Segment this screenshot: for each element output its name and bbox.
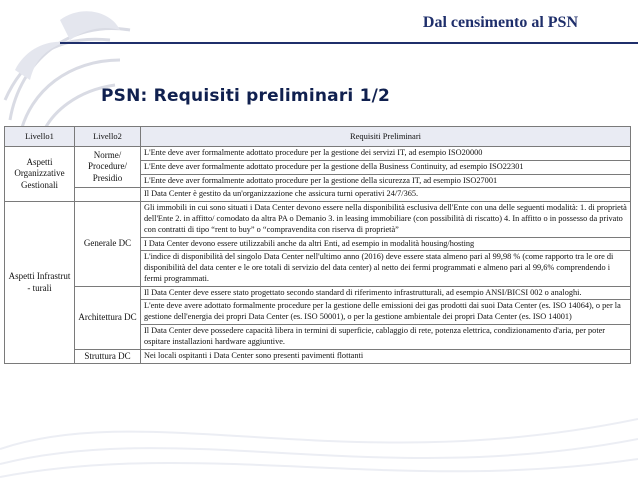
- livello1-organizzative: Aspetti Organizzative Gestionali: [5, 147, 75, 202]
- requirement-cell: Il Data Center è gestito da un'organizzazione che assicura turni operativi 24/7/365.: [141, 188, 631, 202]
- livello2-generale-dc: Generale DC: [75, 202, 141, 286]
- presentation-title: Dal censimento al PSN: [422, 14, 578, 31]
- requirement-cell: L'Ente deve aver formalmente adottato procedure per la gestione della sicurezza IT, ad esempio ISO27001: [141, 174, 631, 188]
- requirement-cell: L'Ente deve aver formalmente adottato procedure per la gestione dei servizi IT, ad esempio ISO20000: [141, 147, 631, 161]
- requirements-table: [4, 126, 631, 364]
- requirement-cell: Il Data Center deve possedere capacità libera in termini di superficie, cablaggio di rete, potenza elettrica, condizionamento d'aria, per poter ospitare installazioni hardware aggiuntive.: [141, 324, 631, 349]
- table-row: [5, 286, 631, 300]
- livello1-infrastrutturali: Aspetti Infrastrut - turali: [5, 202, 75, 364]
- header-livello2: Livello2: [75, 127, 141, 147]
- slide-title: PSN: Requisiti preliminari 1/2: [101, 86, 391, 106]
- livello2-empty: [75, 188, 141, 202]
- table-row: [5, 202, 631, 237]
- requirement-cell: Gli immobili in cui sono situati i Data Center devono essere nella disponibilità esclusiva dell'Ente con una delle seguenti modalità: 1. di proprietà dell'Ente 2. in affitto/ comodato da altra PA o Demanio 3. in leasing immobiliare (con possibilità di riscatto) 4. In affitto o in possesso da privato con contratti di tipo “rent to buy” o “compravendita con riserva di proprietà”: [141, 202, 631, 237]
- table-row: [5, 349, 631, 364]
- header-requisiti: Requisiti Preliminari: [141, 127, 631, 147]
- requirement-cell: Nei locali ospitanti i Data Center sono presenti pavimenti flottanti: [141, 349, 631, 364]
- table-row: [5, 147, 631, 161]
- livello2-architettura-dc: Architettura DC: [75, 286, 141, 349]
- header-rule: [60, 42, 638, 44]
- requirement-cell: I Data Center devono essere utilizzabili anche da altri Enti, ad esempio in modalità housing/hosting: [141, 237, 631, 251]
- table-row: [5, 188, 631, 202]
- requirement-cell: Il Data Center deve essere stato progettato secondo standard di riferimento infrastrutturali, ad esempio ANSI/BICSI 002 o analoghi.: [141, 286, 631, 300]
- requirement-cell: L'Ente deve aver formalmente adottato procedure per la gestione della Business Continuity, ad esempio ISO22301: [141, 160, 631, 174]
- header-livello1: Livello1: [5, 127, 75, 147]
- table-header-row: [5, 127, 631, 147]
- livello2-struttura-dc: Struttura DC: [75, 349, 141, 364]
- requirement-cell: L'ente deve avere adottato formalmente procedure per la gestione delle emissioni dei gas prodotti dai suoi Data Center (es. ISO 14064), o per la gestione dell'energia dei propri Data Center (es. ISO 50001), o per la gestione ambientale dei propri Data Center (es. ISO 14001): [141, 300, 631, 325]
- requirement-cell: L'indice di disponibilità del singolo Data Center nell'ultimo anno (2016) deve essere stata almeno pari al 99,98 % (come rapporto tra le ore di disponibilità del data center e le ore totali di servizio del data center) al netto dei fermi programmati e almeno pari al 99,6% comprendendo i fermi programmati.: [141, 251, 631, 286]
- livello2-norme: Norme/ Procedure/ Presidio: [75, 147, 141, 188]
